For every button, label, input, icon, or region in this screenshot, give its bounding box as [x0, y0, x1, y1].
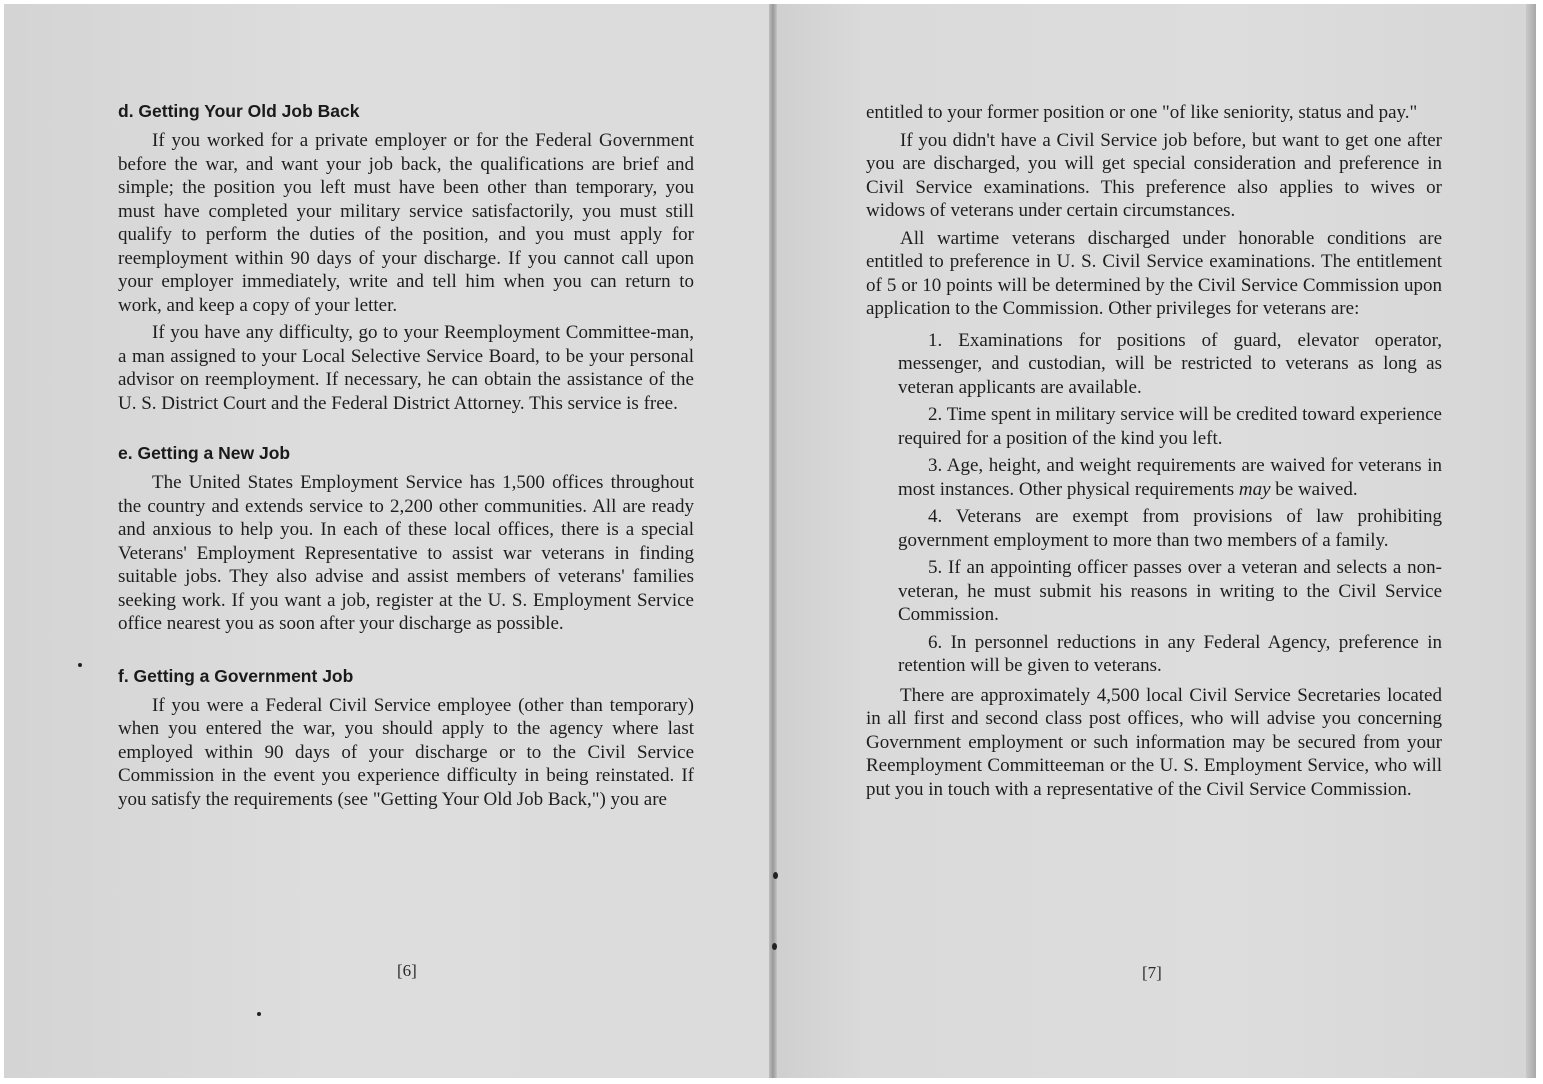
list-item: 1. Examinations for positions of guard, elevator operator, messenger, and custodian, will be restricted to veterans as long as veteran applicants are available.	[898, 329, 1442, 398]
list-item-text: 3. Age, height, and weight requirements are waived for veterans in most instances. Other physical requirements	[898, 455, 1442, 500]
list-item: 5. If an appointing officer passes over a veteran and selects a non-veteran, he must submit his reasons in writing to the Civil Service Commission.	[898, 557, 1442, 625]
print-speck	[257, 1012, 261, 1016]
paragraph: The United States Employment Service has 1,500 offices throughout the country and extends service to 2,200 other communities. All are ready and anxious to help you. In each of these local offices, there is a special Veterans' Employment Representative to assist war veterans in finding suitable jobs. They also advise and assist members of veterans' families seeking work. If you want a job, register at the U. S. Employment Service office nearest you as soon after your discharge as possible.	[118, 472, 694, 634]
list-item-text: be waived.	[1270, 478, 1358, 500]
list-item: 4. Veterans are exempt from provisions of law prohibiting government employment to more than two members of a family.	[898, 506, 1442, 551]
page-number: [6]	[397, 961, 417, 980]
left-page-text	[118, 99, 694, 815]
emphasis: may	[1238, 478, 1271, 500]
section-heading-old-job: d. Getting Your Old Job Back	[118, 101, 360, 121]
paragraph: If you have any difficulty, go to your Reemployment Committee-man, a man assigned to your Local Selective Service Board, to be your personal advisor on reemployment. If necessary, he can obtain the assistance of the U. S. District Court and the Federal District Attorney. This service is free.	[118, 322, 694, 414]
staple-mark	[773, 872, 778, 879]
page-number: [7]	[1142, 963, 1162, 982]
paragraph: If you were a Federal Civil Service employee (other than temporary) when you entered the war, you should apply to the agency where last employed within 90 days of your discharge or to the Civil Service Commission in the event you experience difficulty in being reinstated. If you satisfy the requirements (see "Getting Your Old Job Back,") you are	[118, 694, 694, 810]
privileges-list	[898, 329, 1442, 678]
paragraph: If you worked for a private employer or for the Federal Government before the war, and want your job back, the qualifications are brief and simple; the position you left must have been other than temporary, you must have completed your military service satisfactorily, you must still qualify to perform the duties of the position, and you must apply for reemployment within 90 days of your discharge. If you cannot call upon your employer immediately, write and tell him when you can return to work, and keep a copy of your letter.	[118, 130, 694, 316]
booklet-spread	[4, 4, 1536, 1078]
paragraph: If you didn't have a Civil Service job before, but want to get one after you are discharged, you will get special consideration and preference in Civil Service examinations. This preference also applies to wives or widows of veterans under certain circumstances.	[866, 129, 1442, 221]
page-edge	[1526, 4, 1536, 1078]
list-item	[898, 454, 1442, 501]
section-heading-new-job: e. Getting a New Job	[118, 443, 291, 463]
paragraph: All wartime veterans discharged under honorable conditions are entitled to preference in U. S. Civil Service examinations. The entitlement of 5 or 10 points will be determined by the Civil Service Commission upon application to the Commission. Other privileges for veterans are:	[866, 227, 1442, 319]
continuation-paragraph: entitled to your former position or one "of like seniority, status and pay."	[866, 102, 1418, 123]
closing-paragraph: There are approximately 4,500 local Civil Service Secretaries located in all first and second class post offices, who will advise you concerning Government employment or such information may be secured from your Reemployment Committeeman or the U. S. Employment Service, who will put you in touch with a representative of the Civil Service Commission.	[866, 684, 1442, 800]
right-page-text	[866, 101, 1442, 805]
list-item: 2. Time spent in military service will be credited toward experience required for a position of the kind you left.	[898, 404, 1442, 449]
section-heading-government-job: f. Getting a Government Job	[118, 665, 354, 686]
print-speck	[78, 663, 82, 667]
binding-gutter	[769, 4, 777, 1078]
list-item: 6. In personnel reductions in any Federal Agency, preference in retention will be given to veterans.	[898, 631, 1442, 676]
staple-mark	[772, 943, 777, 950]
